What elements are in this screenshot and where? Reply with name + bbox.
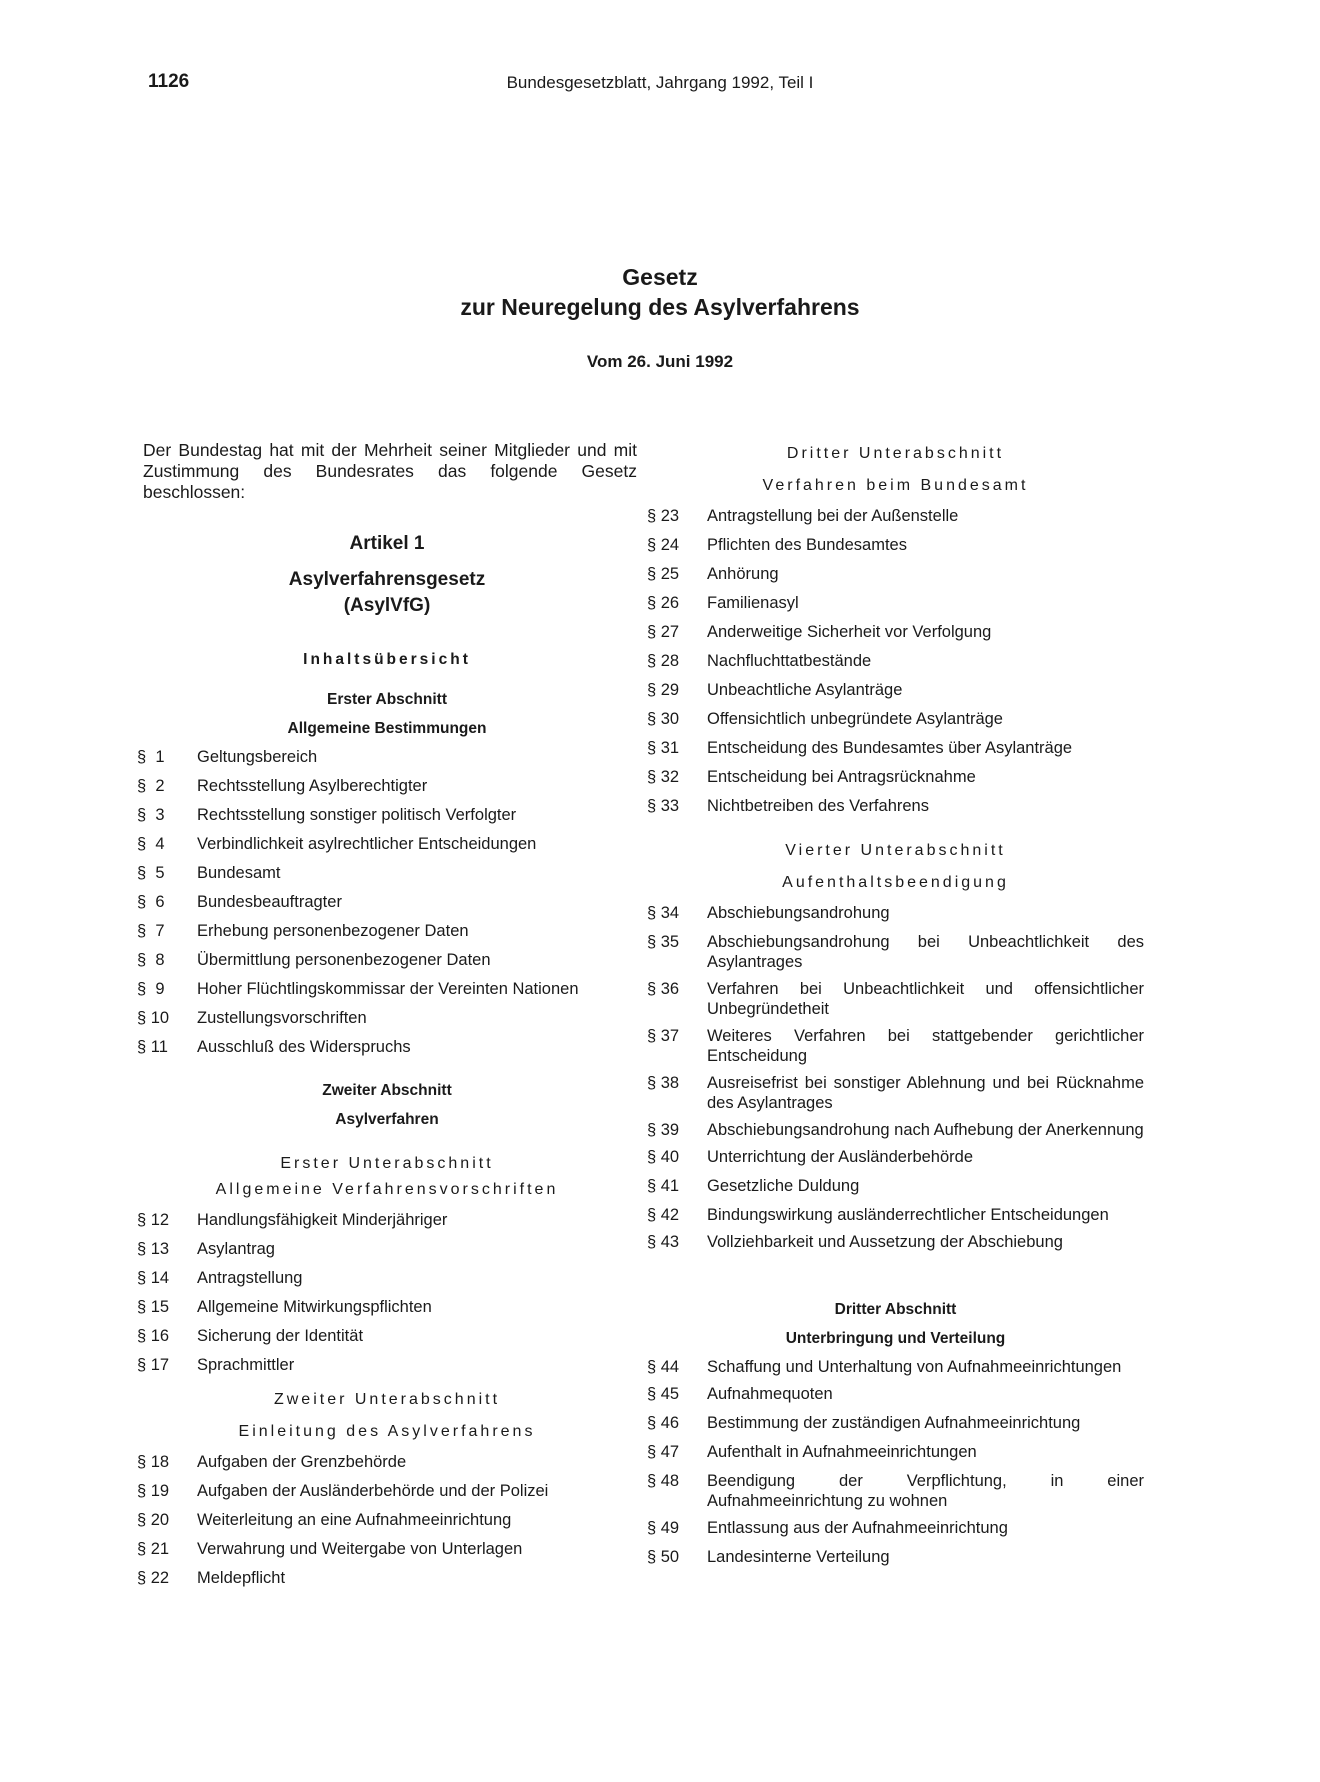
section-title-text: Aufenthalt in Aufnahmeeinrichtungen [707,1443,977,1461]
section-number: § 37 [647,1027,680,1045]
toc-list [647,1357,1144,1567]
section-number: § 28 [647,652,680,670]
section-title-text: Erhebung personenbezogener Daten [197,922,469,940]
toc-entry [137,863,637,883]
section-number: § 1 [137,748,165,766]
toc-entry [647,622,1144,642]
toc-entry [647,1442,1144,1462]
toc-entry [137,747,637,767]
subsection-title: Dritter Unterabschnitt [786,445,1005,462]
toc-entry [647,1547,1144,1567]
toc-entry [137,1210,637,1230]
section-number: § 15 [137,1298,170,1316]
toc-entry [137,921,637,941]
toc-entry [137,1452,637,1472]
section-number: § 29 [647,681,680,699]
section-title-text: Allgemeine Mitwirkungspflichten [197,1298,432,1316]
section-number: § 10 [137,1009,170,1027]
section-number: § 26 [647,594,680,612]
section-title: Dritter Abschnitt [834,1301,957,1318]
section-number: § 23 [647,507,680,525]
toc-entry [137,1037,637,1057]
left-column [137,440,637,1597]
section-number: § 31 [647,739,680,757]
toc-entry [647,1384,1144,1404]
section-number: § 30 [647,710,680,728]
section-title-text: Geltungsbereich [197,748,318,766]
section-number: § 4 [137,835,165,853]
subsection-title: Erster Unterabschnitt [280,1155,494,1172]
toc-entry [137,1239,637,1259]
section-title-text: Hoher Flüchtlingskommissar der Vereinten Nationen [197,980,579,998]
section-title-text: Anderweitige Sicherheit vor Verfolgung [707,623,992,641]
section-number: § 12 [137,1211,170,1229]
toc-entry [137,1510,637,1530]
toc-entry [137,834,637,854]
toc-entry [137,1297,637,1317]
section-title: Erster Abschnitt [326,691,447,708]
section-number: § 41 [647,1177,680,1195]
section-number: § 39 [647,1121,680,1139]
toc-entry [647,932,1144,972]
section-title-text: Offensichtlich unbegründete Asylanträge [707,710,1003,728]
section-number: § 47 [647,1443,680,1461]
toc-entry [647,1120,1144,1140]
toc-entry [647,680,1144,700]
running-title: Bundesgesetzblatt, Jahrgang 1992, Teil I [506,73,814,92]
section-number: § 44 [647,1358,680,1376]
subsection-title: Vierter Unterabschnitt [785,842,1006,859]
section-title-text: Verfahren bei Unbeachtlichkeit und offensichtlicher Unbegründetheit [707,980,1144,1018]
law-title-line1: Gesetz [622,264,698,290]
toc-entry [647,1357,1144,1377]
toc-entry [647,564,1144,584]
toc-entry [137,950,637,970]
section-title-text: Handlungsfähigkeit Minderjähriger [197,1211,448,1229]
section-title-text: Anhörung [707,565,779,583]
section-number: § 48 [647,1472,680,1490]
section-title-text: Sicherung der Identität [197,1327,364,1345]
section-number: § 43 [647,1233,680,1251]
article-heading: Artikel 1 [349,533,425,554]
enactment-clause: Der Bundestag hat mit der Mehrheit seiner Mitglieder und mit Zustimmung des Bundesrates das folgende Gesetz beschlossen: [143,440,637,502]
toc-entry [647,796,1144,816]
section-title-text: Sprachmittler [197,1356,295,1374]
subsection-subtitle: Einleitung des Asylverfahrens [238,1423,536,1440]
section-title-text: Verwahrung und Weitergabe von Unterlagen [197,1540,523,1558]
toc-list [647,506,1144,816]
section-number: § 18 [137,1453,170,1471]
section-number: § 42 [647,1206,680,1224]
section-number: § 11 [137,1038,168,1056]
section-number: § 32 [647,768,680,786]
section-title-text: Verbindlichkeit asylrechtlicher Entscheidungen [197,835,537,853]
page-number: 1126 [148,71,190,92]
section-number: § 25 [647,565,680,583]
toc-list [137,1452,637,1588]
section-title-text: Antragstellung bei der Außenstelle [707,507,959,525]
toc-entry [137,1008,637,1028]
section-number: § 24 [647,536,680,554]
subsection-subtitle: Allgemeine Verfahrensvorschriften [215,1181,559,1198]
section-number: § 40 [647,1148,680,1166]
section-title-text: Schaffung und Unterhaltung von Aufnahmeeinrichtungen [707,1358,1122,1376]
act-abbreviation: (AsylVfG) [343,595,431,616]
section-title-text: Weiterleitung an eine Aufnahmeeinrichtung [197,1511,512,1529]
section-number: § 19 [137,1482,170,1500]
section-title-text: Übermittlung personenbezogener Daten [197,951,491,969]
toc-entry [647,979,1144,1019]
section-number: § 2 [137,777,165,795]
section-title-text: Bundesbeauftragter [197,893,342,911]
section-number: § 8 [137,951,165,969]
section-title-text: Gesetzliche Duldung [707,1177,860,1195]
section-title-text: Landesinterne Verteilung [707,1548,890,1566]
toc-entry [647,651,1144,671]
toc-entry [647,1073,1144,1113]
toc-entry [137,805,637,825]
section-title-text: Antragstellung [197,1269,303,1287]
section-number: § 22 [137,1569,170,1587]
section-number: § 35 [647,933,680,951]
section-number: § 27 [647,623,680,641]
toc-entry [647,903,1144,923]
toc-entry [647,593,1144,613]
section-title-text: Rechtsstellung Asylberechtigter [197,777,428,795]
toc-entry [647,767,1144,787]
section-title-text: Ausschluß des Widerspruchs [197,1038,411,1056]
law-date: Vom 26. Juni 1992 [586,352,734,371]
subsection-subtitle: Aufenthaltsbeendigung [782,874,1009,891]
toc-entry [647,535,1144,555]
law-title-line2: zur Neuregelung des Asylverfahrens [460,294,860,320]
act-name: Asylverfahrensgesetz [288,569,486,590]
section-title-text: Entscheidung des Bundesamtes über Asylanträge [707,739,1073,757]
section-number: § 16 [137,1327,170,1345]
section-title-text: Rechtsstellung sonstiger politisch Verfolgter [197,806,517,824]
section-number: § 33 [647,797,680,815]
section-subtitle: Asylverfahren [335,1111,439,1128]
toc-entry [137,1355,637,1375]
toc-list [137,747,637,1057]
section-title-text: Aufgaben der Ausländerbehörde und der Polizei [197,1482,549,1500]
section-number: § 49 [647,1519,680,1537]
toc-entry [647,1026,1144,1066]
section-number: § 50 [647,1548,680,1566]
section-title-text: Entlassung aus der Aufnahmeeinrichtung [707,1519,1008,1537]
section-title-text: Aufnahmequoten [707,1385,833,1403]
right-column [647,438,1144,1576]
section-number: § 13 [137,1240,170,1258]
section-number: § 17 [137,1356,170,1374]
section-number: § 38 [647,1074,680,1092]
toc-entry [647,506,1144,526]
toc-entry [137,1568,637,1588]
section-number: § 34 [647,904,680,922]
subsection-subtitle: Verfahren beim Bundesamt [762,477,1029,494]
toc-entry [647,1205,1144,1225]
section-subtitle: Unterbringung und Verteilung [785,1330,1006,1347]
section-title-text: Abschiebungsandrohung [707,904,890,922]
toc-entry [647,1147,1144,1167]
section-title: Zweiter Abschnitt [322,1082,452,1099]
toc-heading: Inhaltsübersicht [303,651,471,668]
toc-entry [137,1539,637,1559]
section-title-text: Bundesamt [197,864,281,882]
section-number: § 3 [137,806,165,824]
toc-entry [137,1268,637,1288]
section-title-text: Asylantrag [197,1240,275,1258]
section-title-text: Bindungswirkung ausländerrechtlicher Entscheidungen [707,1206,1109,1224]
section-title-text: Familienasyl [707,594,799,612]
toc-entry [647,709,1144,729]
section-title-text: Bestimmung der zuständigen Aufnahmeeinrichtung [707,1414,1081,1432]
toc-entry [137,892,637,912]
toc-list [647,903,1144,1252]
toc-entry [647,1471,1144,1511]
act-heading [137,567,637,619]
section-title-text: Vollziehbarkeit und Aussetzung der Abschiebung [707,1233,1063,1251]
section-title-text: Unterrichtung der Ausländerbehörde [707,1148,974,1166]
section-title-text: Meldepflicht [197,1569,286,1587]
toc-entry [137,1326,637,1346]
section-number: § 9 [137,980,165,998]
section-number: § 21 [137,1540,170,1558]
law-title-block [0,262,1320,372]
toc-entry [137,979,637,999]
section-title-text: Nichtbetreiben des Verfahrens [707,797,929,815]
section-title-text: Aufgaben der Grenzbehörde [197,1453,407,1471]
toc-entry [137,1481,637,1501]
toc-entry [647,1176,1144,1196]
section-title-text: Pflichten des Bundesamtes [707,536,907,554]
section-title-text: Unbeachtliche Asylanträge [707,681,903,699]
section-title-text: Entscheidung bei Antragsrücknahme [707,768,976,786]
toc-entry [647,738,1144,758]
toc-entry [647,1232,1144,1252]
toc-entry [137,776,637,796]
section-number: § 20 [137,1511,170,1529]
section-subtitle: Allgemeine Bestimmungen [287,720,487,737]
section-title-text: Abschiebungsandrohung nach Aufhebung der Anerkennung [707,1121,1144,1139]
section-title-text: Zustellungsvorschriften [197,1009,367,1027]
toc-list [137,1210,637,1375]
section-number: § 14 [137,1269,170,1287]
toc-entry [647,1518,1144,1538]
section-number: § 45 [647,1385,680,1403]
toc-entry [647,1413,1144,1433]
section-title-text: Nachfluchttatbestände [707,652,872,670]
section-title-text: Beendigung der Verpflichtung, in einer Aufnahmeeinrichtung zu wohnen [707,1472,1144,1510]
section-title-text: Ausreisefrist bei sonstiger Ablehnung und bei Rücknahme des Asylantrages [707,1074,1144,1112]
section-title-text: Weiteres Verfahren bei stattgebender gerichtlicher Entscheidung [707,1027,1144,1065]
section-number: § 7 [137,922,165,940]
section-title-text: Abschiebungsandrohung bei Unbeachtlichkeit des Asylantrages [707,933,1144,971]
section-number: § 5 [137,864,165,882]
section-number: § 36 [647,980,680,998]
section-number: § 46 [647,1414,680,1432]
section-number: § 6 [137,893,165,911]
subsection-title: Zweiter Unterabschnitt [273,1391,501,1408]
